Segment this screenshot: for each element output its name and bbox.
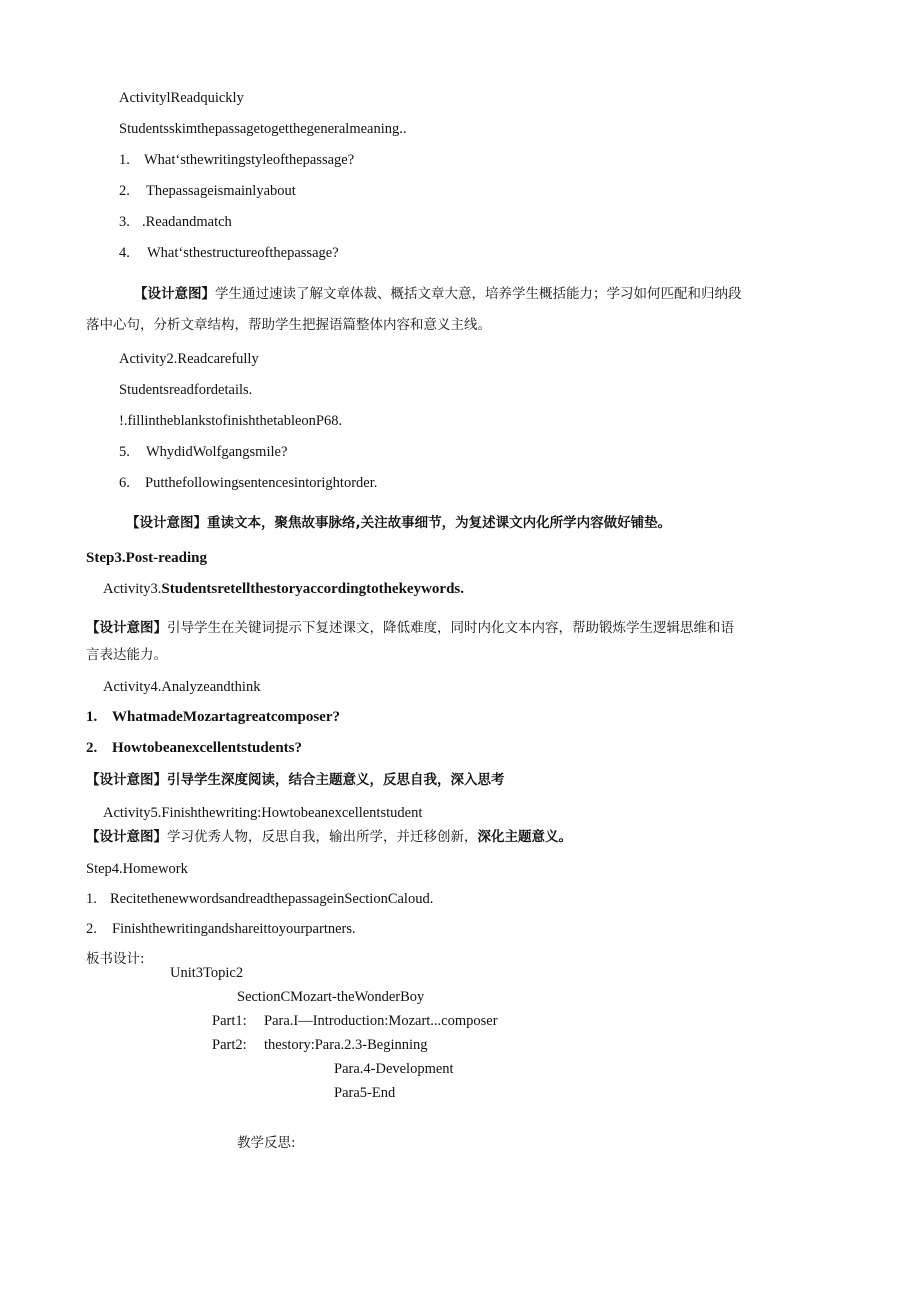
activity5: Activity5.Finishthewriting:Howtobeanexcellentstudent xyxy=(103,805,423,821)
teaching-reflection: 教学反思: xyxy=(237,1135,296,1151)
activity2-desc: Studentsreadfordetails. xyxy=(119,382,253,398)
question-item: 2. Howtobeanexcellentstudents? xyxy=(86,740,302,756)
board-end: Para5-End xyxy=(334,1085,396,1101)
board-unit: Unit3Topic2 xyxy=(170,965,244,981)
activity4: Activity4.Analyzeandthink xyxy=(103,679,261,695)
design-intent-3-cont: 言表达能力。 xyxy=(86,647,167,663)
list-item: 3. .Readandmatch xyxy=(119,214,232,230)
design-intent-4: 【设计意图】引导学生深度阅读，结合主题意义，反思自我，深入思考 xyxy=(86,772,505,788)
design-intent-1-cont: 落中心句，分析文章结构，帮助学生把握语篇整体内容和意义主线。 xyxy=(86,317,491,333)
activity2-title: Activity2.Readcarefully xyxy=(119,351,259,367)
list-item: 4. What‘sthestructureofthepassage? xyxy=(119,245,339,261)
activity1-desc: Studentsskimthepassagetogetthegeneralmeaning.. xyxy=(119,121,407,137)
list-item: 2. Thepassageismainlyabout xyxy=(119,183,296,199)
list-item: 2. Finishthewritingandshareittoyourpartners. xyxy=(86,921,356,937)
list-item: 5. WhydidWolfgangsmile? xyxy=(119,444,288,460)
list-item: 6. Putthefollowingsentencesintorightorder. xyxy=(119,475,378,491)
design-intent-2: 【设计意图】重读文本，聚焦故事脉络,关注故事细节，为复述课文内化所学内容做好铺垫。 xyxy=(126,515,672,531)
step4-heading: Step4.Homework xyxy=(86,861,188,877)
list-item: 1. What‘sthewritingstyleofthepassage? xyxy=(119,152,355,168)
activity3: Activity3.Studentsretellthestoryaccordingtothekeywords. xyxy=(103,581,465,597)
design-intent-1: 【设计意图】学生通过速读了解文章体裁、概括文章大意，培养学生概括能力；学习如何匹配和归纳段 xyxy=(134,286,742,302)
board-part1: Part1: Para.I—Introduction:Mozart...composer xyxy=(212,1013,498,1029)
board-part2: Part2: thestory:Para.2.3-Beginning xyxy=(212,1037,428,1053)
board-label: 板书设计: xyxy=(86,951,145,967)
design-intent-3: 【设计意图】引导学生在关键词提示下复述课文，降低难度，同时内化文本内容，帮助锻炼学生逻辑思维和语 xyxy=(86,620,734,636)
list-item: !.fillintheblankstofinishthetableonP68. xyxy=(119,413,343,429)
list-item: 1. RecitethenewwordsandreadthepassageinSectionCaloud. xyxy=(86,891,434,907)
activity1-title: ActivitylReadquickly xyxy=(119,90,244,106)
design-intent-5: 【设计意图】学习优秀人物，反思自我，输出所学，并迁移创新，深化主题意义。 xyxy=(86,829,572,845)
board-section: SectionCMozart-theWonderBoy xyxy=(237,989,425,1005)
step3-heading: Step3.Post-reading xyxy=(86,550,207,566)
question-item: 1. WhatmadeMozartagreatcomposer? xyxy=(86,709,340,725)
board-development: Para.4-Development xyxy=(334,1061,454,1077)
